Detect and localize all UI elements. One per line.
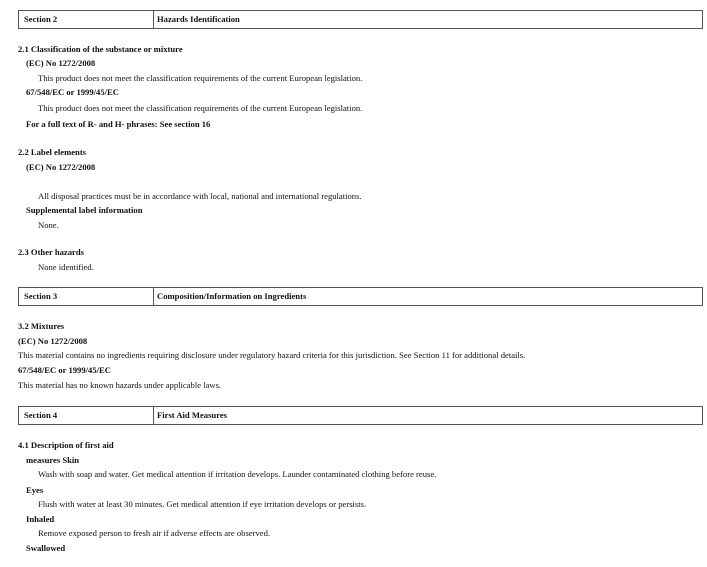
other-hazards-text: None identified. bbox=[38, 262, 94, 272]
subsection-2-2-heading: 2.2 Label elements bbox=[18, 147, 87, 157]
section-3-header bbox=[18, 287, 703, 306]
section-2-header bbox=[18, 10, 703, 29]
inhaled-heading: Inhaled bbox=[26, 514, 55, 524]
subsection-2-3-heading: 2.3 Other hazards bbox=[18, 247, 84, 257]
phrases-note: For a full text of R- and H- phrases: See section 16 bbox=[26, 119, 211, 129]
supplemental-label-heading: Supplemental label information bbox=[26, 205, 143, 215]
section-2-title: Hazards Identification bbox=[157, 14, 240, 24]
regulation-label: (EC) No 1272/2008 bbox=[26, 162, 96, 172]
subsection-2-1-heading: 2.1 Classification of the substance or mixture bbox=[18, 44, 183, 54]
classification-text: This product does not meet the classification requirements of the current European legislation. bbox=[38, 73, 363, 83]
eyes-heading: Eyes bbox=[26, 485, 44, 495]
section-3-title: Composition/Information on Ingredients bbox=[157, 291, 307, 301]
skin-text: Wash with soap and water. Get medical attention if irritation develops. Launder contaminated clothing before reuse. bbox=[38, 469, 437, 479]
section-4-number: Section 4 bbox=[19, 407, 154, 424]
supplemental-label-text: None. bbox=[38, 220, 59, 230]
section-4-title: First Aid Measures bbox=[157, 410, 228, 420]
section-4-header bbox=[18, 406, 703, 425]
inhaled-text: Remove exposed person to fresh air if adverse effects are observed. bbox=[38, 528, 271, 538]
classification-text: This product does not meet the classification requirements of the current European legislation. bbox=[38, 103, 363, 113]
swallowed-heading: Swallowed bbox=[26, 543, 66, 553]
subsection-3-2-heading: 3.2 Mixtures bbox=[18, 321, 65, 331]
section-3-number: Section 3 bbox=[19, 288, 154, 305]
regulation-label: 67/548/EC or 1999/45/EC bbox=[26, 87, 119, 97]
eyes-text: Flush with water at least 30 minutes. Get medical attention if eye irritation develops or persists. bbox=[38, 499, 367, 509]
regulation-label: (EC) No 1272/2008 bbox=[26, 58, 96, 68]
mixtures-text: This material has no known hazards under applicable laws. bbox=[18, 380, 222, 390]
skin-heading: measures Skin bbox=[26, 455, 80, 465]
section-2-number: Section 2 bbox=[19, 11, 154, 28]
disposal-text: All disposal practices must be in accordance with local, national and international regulations. bbox=[38, 191, 362, 201]
mixtures-text: This material contains no ingredients requiring disclosure under regulatory hazard criteria for this jurisdiction. See Section 11 for additional details. bbox=[18, 350, 526, 360]
regulation-label: (EC) No 1272/2008 bbox=[18, 336, 88, 346]
subsection-4-1-heading: 4.1 Description of first aid bbox=[18, 440, 114, 450]
regulation-label: 67/548/EC or 1999/45/EC bbox=[18, 365, 111, 375]
